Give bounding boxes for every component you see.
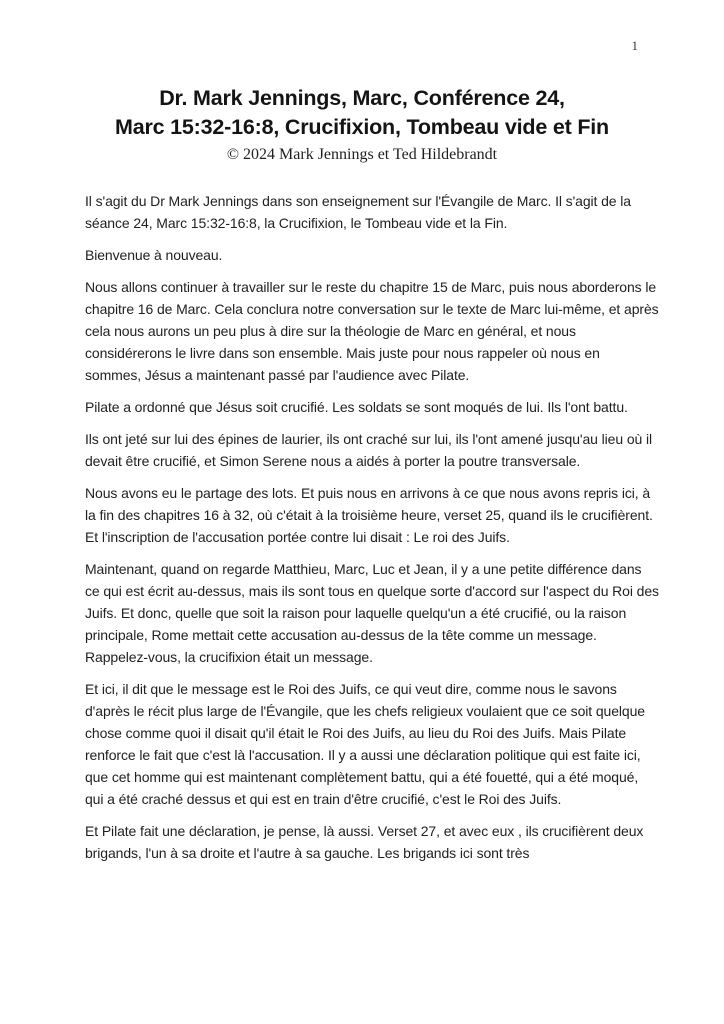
- body-paragraph-5: Ils ont jeté sur lui des épines de laurier, ils ont craché sur lui, ils l'ont amené jusqu'au lieu où il devait être crucifié, et Simon Serene nous a aidés à porter la poutre transversale.: [85, 431, 653, 469]
- body-paragraph-1: Il s'agit du Dr Mark Jennings dans son enseignement sur l'Évangile de Marc. Il s'agit de la séance 24, Marc 15:32-16:8, la Crucifixion, le Tombeau vide et la Fin.: [85, 193, 631, 231]
- document-title-line-1: Dr. Mark Jennings, Marc, Conférence 24,: [159, 86, 565, 110]
- body-paragraph-3: Nous allons continuer à travailler sur le reste du chapitre 15 de Marc, puis nous aborderons le chapitre 16 de Marc. Cela conclura notre conversation sur le texte de Marc lui-même, et après cela nous aurons un peu plus à dire sur la théologie de Marc en général, et nous considérerons le livre dans son ensemble. Mais juste pour nous rappeler où nous en sommes, Jésus a maintenant passé par l'audience avec Pilate.: [85, 279, 659, 383]
- body-paragraph-2: Bienvenue à nouveau.: [85, 247, 223, 263]
- copyright-line: © 2024 Mark Jennings et Ted Hildebrandt: [226, 146, 498, 163]
- document-title: [40, 84, 684, 142]
- body-paragraph-9: Et Pilate fait une déclaration, je pense, là aussi. Verset 27, et avec eux , ils crucifièrent deux brigands, l'un à sa droite et l'autre à sa gauche. Les brigands ici sont très: [85, 823, 644, 861]
- document-body: [85, 190, 659, 874]
- page-number: 1: [631, 38, 638, 53]
- body-paragraph-6: Nous avons eu le partage des lots. Et puis nous en arrivons à ce que nous avons repris ici, à la fin des chapitres 16 à 32, où c'était à la troisième heure, verset 25, quand ils le crucifièrent. Et l'inscription de l'accusation portée contre lui disait : Le roi des Juifs.: [85, 485, 653, 545]
- body-paragraph-4: Pilate a ordonné que Jésus soit crucifié. Les soldats se sont moqués de lui. Ils l'ont battu.: [85, 399, 628, 415]
- body-paragraph-7: Maintenant, quand on regarde Matthieu, Marc, Luc et Jean, il y a une petite différence dans ce qui est écrit au-dessus, mais ils sont tous en quelque sorte d'accord sur l'aspect du Roi des Juifs. Et donc, quelle que soit la raison pour laquelle quelqu'un a été crucifié, ou la raison principale, Rome mettait cette accusation au-dessus de la tête comme un message. Rappelez-vous, la crucifixion était un message.: [85, 561, 659, 665]
- document-title-line-2: Marc 15:32-16:8, Crucifixion, Tombeau vide et Fin: [115, 115, 609, 139]
- body-paragraph-8: Et ici, il dit que le message est le Roi des Juifs, ce qui veut dire, comme nous le savons d'après le récit plus large de l'Évangile, que les chefs religieux voulaient que ce soit quelque chose comme quoi il disait qu'il était le Roi des Juifs, au lieu du Roi des Juifs. Mais Pilate renforce le fait que c'est là l'accusation. Il y a aussi une déclaration politique qui est faite ici, que cet homme qui est maintenant complètement battu, qui a été fouetté, qui a été moqué, qui a été craché dessus et qui est en train d'être crucifié, c'est le Roi des Juifs.: [85, 681, 645, 807]
